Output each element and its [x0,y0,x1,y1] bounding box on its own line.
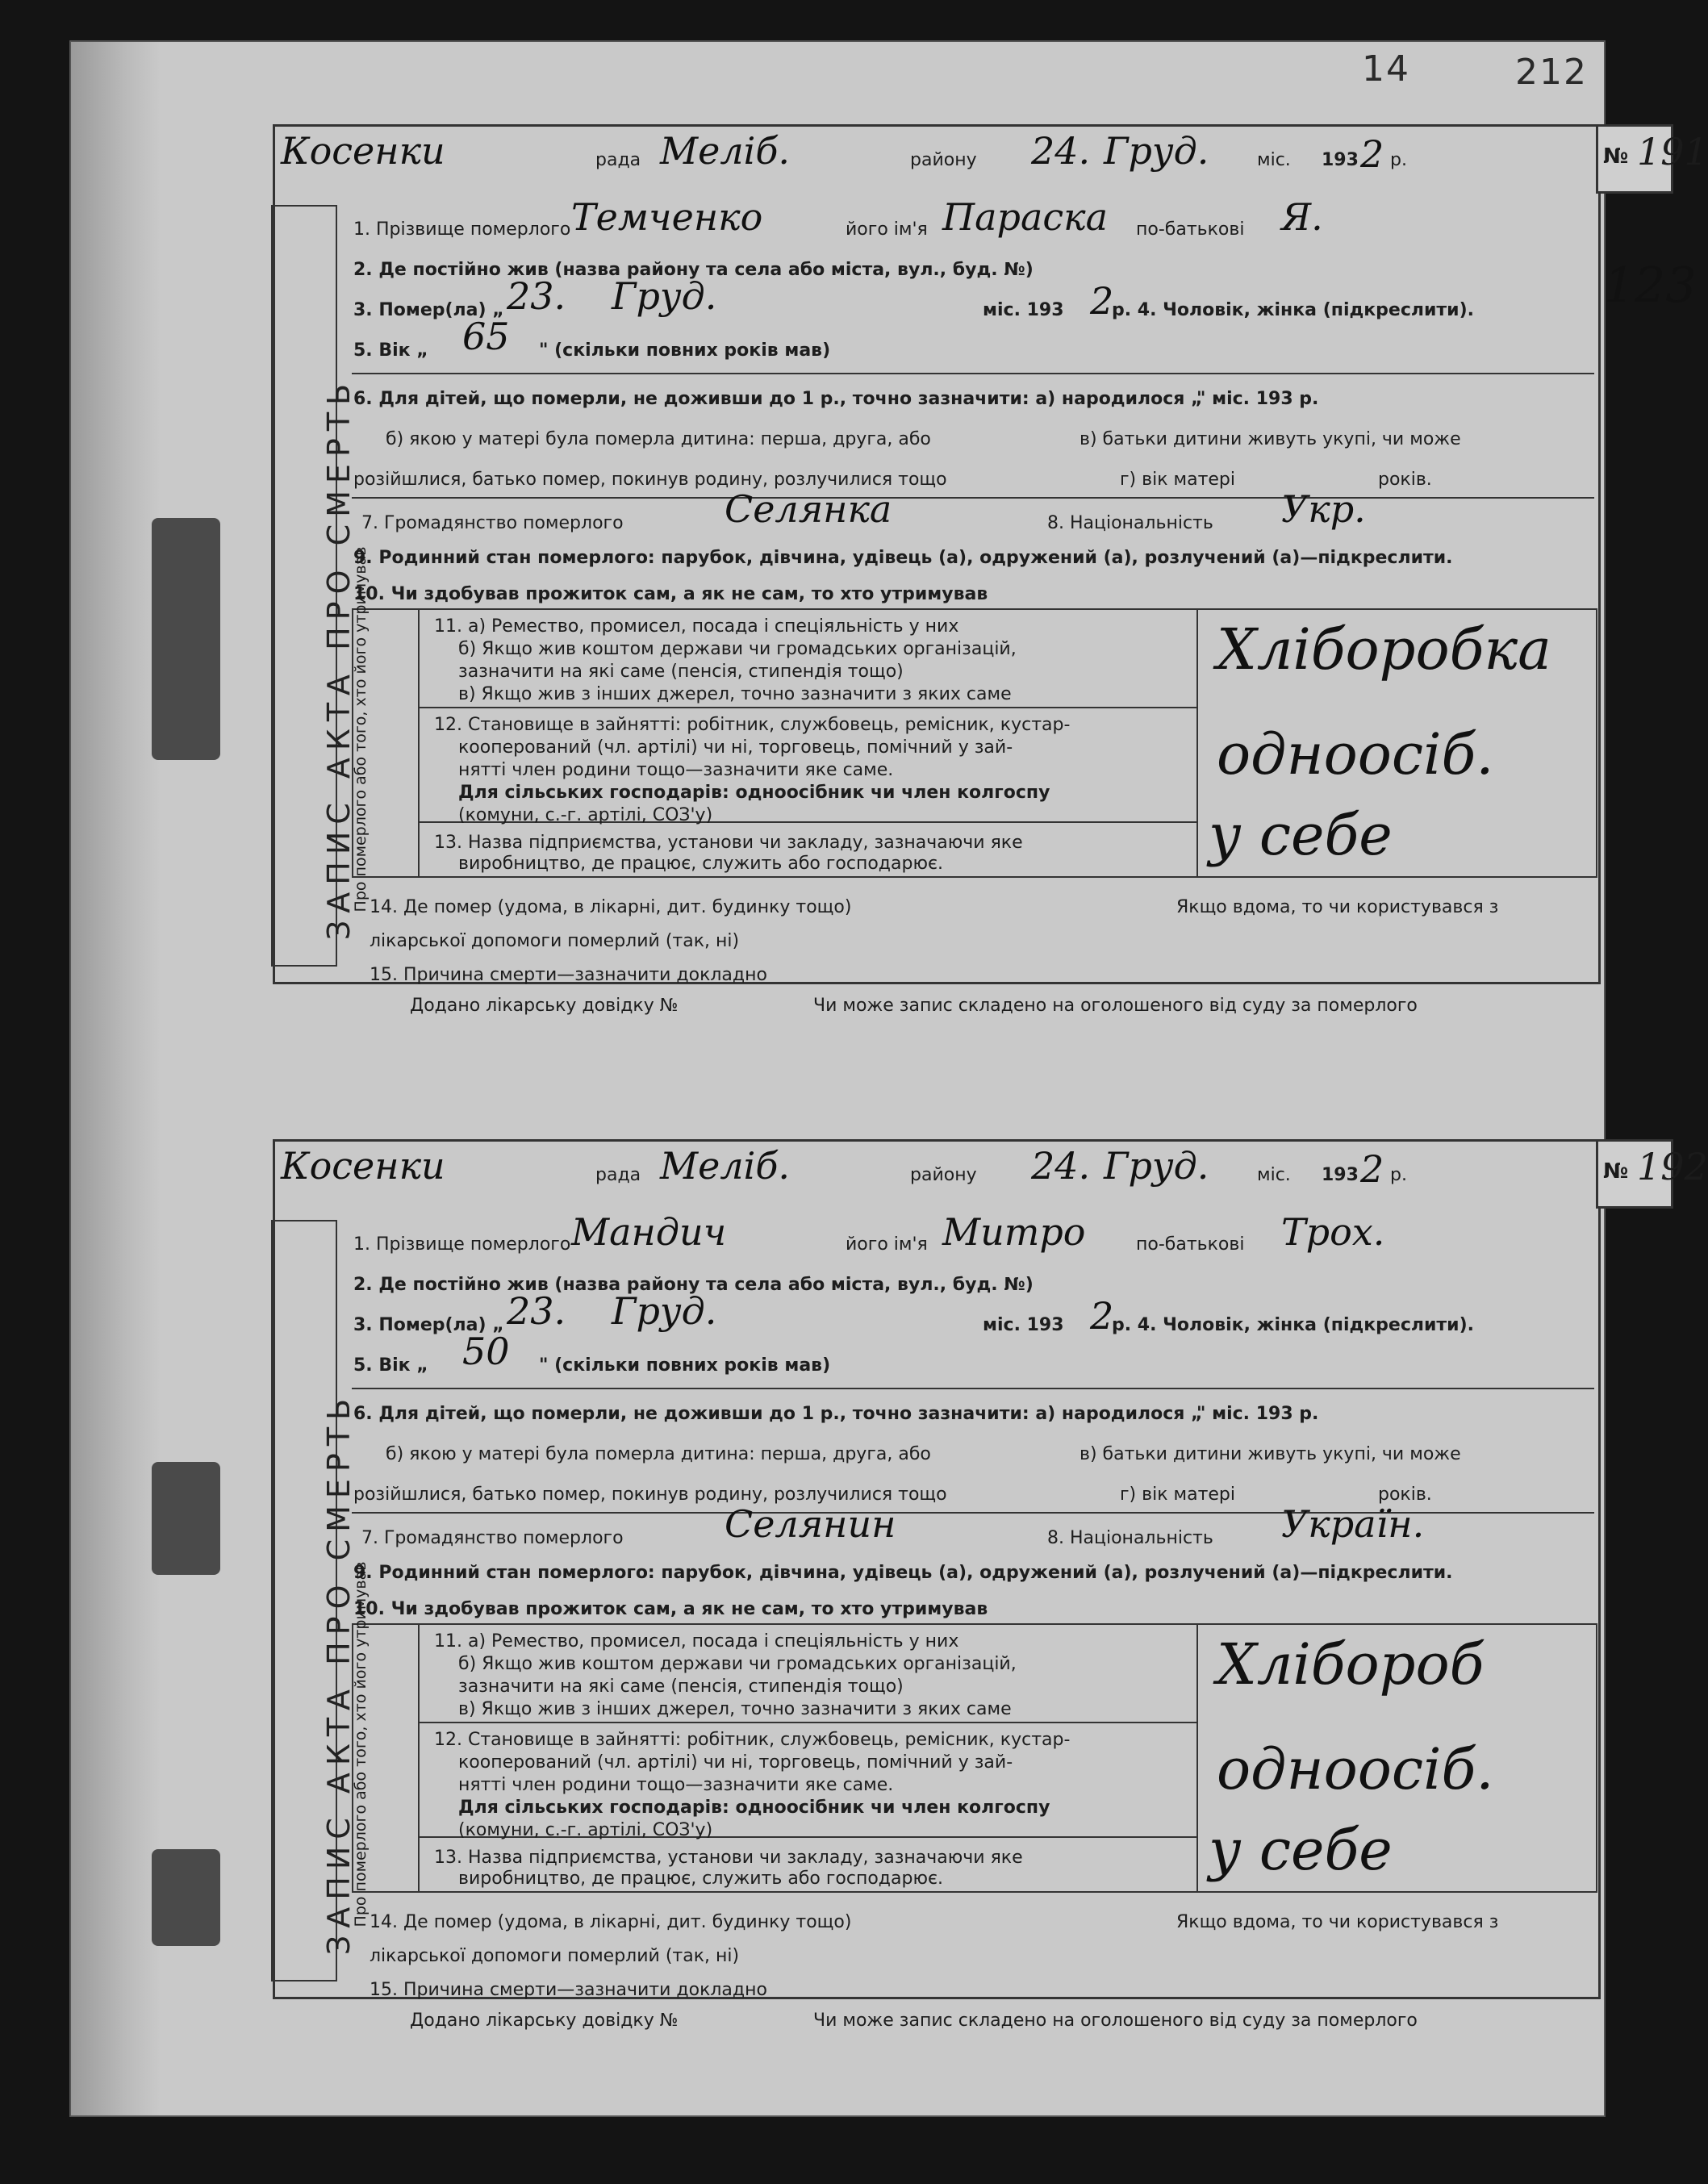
field-age-note: " (скільки повних років мав) [539,340,831,361]
first-name-value: Параска [942,195,1109,239]
death-year-digit: 2 [1090,279,1114,323]
field-surname-label: 1. Прізвище померлого [353,1234,571,1255]
field-years-label: років. [1378,470,1432,490]
field-surname-label: 1. Прізвище померлого [353,219,571,240]
field-sex-label: р. 4. Чоловік, жінка (підкреслити). [1112,300,1475,320]
rayon-label: району [910,150,977,170]
rada-label: рада [595,1165,641,1185]
age-value: 50 [462,1330,510,1373]
village-value: Косенки [281,129,445,173]
field-16: Додано лікарську довідку № [410,996,679,1016]
field-12c: нятті член родини тощо—зазначити яке саме. [458,1775,894,1795]
field-citizenship-label: 7. Громадянство померлого [361,1528,624,1548]
field-13a: 13. Назва підприємства, установи чи закладу, зазначаючи яке [434,833,1023,853]
year-digit: 2 [1360,132,1384,176]
field-mother-age-label: г) вік матері [1120,470,1235,490]
date-day: 24. [1031,129,1091,173]
rada-value: Меліб. [660,1144,791,1188]
field-child-born-label: 6. Для дітей, що померли, не доживши до 1 р., точно зазначити: а) народилося „ [353,389,1203,409]
nationality-value: Укр. [1281,487,1366,531]
about-deceased-label: Про померлого або того, хто його утримував [352,546,370,912]
divider [352,1388,1594,1389]
table-divider [418,610,420,876]
age-value: 65 [462,315,510,358]
field-age-label: 5. Вік „ [353,340,428,361]
death-day: 23. [507,1289,566,1333]
field-death-date-label: 3. Помер(ла) „ [353,300,504,320]
citizenship-value: Селянин [725,1502,896,1546]
field-14c: лікарської допомоги померлий (так, ні) [370,1946,740,1966]
nationality-value: Україн. [1281,1502,1425,1546]
field-11a: 11. а) Ремество, промисел, посада і спеціяльність у них [434,1631,959,1652]
field-child-order-label: б) якою у матері була померла дитина: перша, друга, або [386,1444,931,1464]
record-number-box [1596,124,1708,194]
death-record-2 [273,1115,1708,2031]
field-residence-label: 2. Де постійно жив (назва району та села або міста, вул., буд. №) [353,260,1034,280]
year-digit: 2 [1360,1147,1384,1191]
death-year-label: міс. 193 [983,300,1064,320]
field-name-label: його ім'я [846,1234,928,1255]
field-citizenship-label: 7. Громадянство померлого [361,513,624,533]
field-12e: (комуни, с.-г. артілі, СОЗ'у) [458,1820,713,1840]
divider [352,497,1594,499]
occupation-value: Хліборобка [1217,616,1551,683]
field-parents-split-label: розійшлися, батько помер, покинув родину, розлучилися тощо [353,1485,947,1505]
record-number: 192 [1637,1145,1708,1188]
death-month: Груд. [612,274,717,318]
field-residence-label: 2. Де постійно жив (назва району та села або міста, вул., буд. №) [353,1275,1034,1295]
field-mother-age-label: г) вік матері [1120,1485,1235,1505]
record-sidebar [271,1220,357,1981]
field-parents-label: в) батьки дитини живуть укупі, чи може [1080,1444,1461,1464]
surname-value: Темченко [571,195,763,239]
field-14a: 14. Де помер (удома, в лікарні, дит. будинку тощо) [370,1912,852,1932]
document-page [71,42,1708,2115]
field-12d: Для сільських господарів: одноосібник чи член колгоспу [458,783,1050,803]
mis-label: міс. [1257,1165,1291,1185]
field-years-label: років. [1378,1485,1432,1505]
table-divider [1196,1625,1198,1891]
patronymic-value: Трох. [1281,1210,1385,1254]
field-15: 15. Причина смерти—зазначити докладно [370,1980,767,2000]
field-12c: нятті член родини тощо—зазначити яке саме. [458,760,894,780]
page-edge-shadow [71,42,160,2115]
table-divider [418,1722,1196,1723]
field-14a: 14. Де помер (удома, в лікарні, дит. будинку тощо) [370,897,852,917]
record-sidebar [271,205,357,967]
field-15: 15. Причина смерти—зазначити докладно [370,965,767,985]
death-year-label: міс. 193 [983,1315,1064,1335]
field-parents-label: в) батьки дитини живуть укупі, чи може [1080,429,1461,449]
status-value: одноосіб. [1217,721,1494,787]
divider [352,373,1594,374]
field-child-born-month: " міс. 193 р. [1196,1404,1319,1424]
workplace-value: у себе [1209,1817,1393,1883]
field-11c: зазначити на які саме (пенсія, стипендія тощо) [458,662,904,682]
field-name-label: його ім'я [846,219,928,240]
death-month: Груд. [612,1289,717,1333]
field-12a: 12. Становище в зайнятті: робітник, службовець, ремісник, кустар- [434,715,1071,735]
torn-edge [152,1849,220,1946]
field-age-label: 5. Вік „ [353,1355,428,1376]
field-13b: виробництво, де працює, служить або господарює. [458,1869,944,1889]
field-16b: Чи може запис складено на оголошеного від суду за померлого [813,996,1418,1016]
year-prefix: 193 [1322,1165,1359,1185]
field-14c: лікарської допомоги померлий (так, ні) [370,931,740,951]
field-sex-label: р. 4. Чоловік, жінка (підкреслити). [1112,1315,1475,1335]
rik-label: р. [1390,150,1407,170]
rada-label: рада [595,150,641,170]
rada-value: Меліб. [660,129,791,173]
field-16: Додано лікарську довідку № [410,2011,679,2031]
mis-label: міс. [1257,150,1291,170]
field-death-date-label: 3. Помер(ла) „ [353,1315,504,1335]
occupation-value: Хлібороб [1217,1631,1485,1698]
village-value: Косенки [281,1144,445,1188]
field-support-label: 10. Чи здобував прожиток сам, а як не сам, то хто утримував [353,1599,988,1619]
sidebar-title: ЗАПИС АКТА ПРО СМЕРТЬ [321,1391,357,1956]
date-month: Груд. [1104,129,1209,173]
field-12e: (комуни, с.-г. артілі, СОЗ'у) [458,805,713,825]
record-number: 191 [1637,130,1708,173]
number-sign: № [1603,1159,1629,1184]
about-deceased-label: Про померлого або того, хто його утримував [352,1561,370,1927]
torn-edge [152,518,220,760]
rayon-label: району [910,1165,977,1185]
field-11b: б) Якщо жив коштом держави чи громадських організацій, [458,1654,1017,1674]
patronymic-value: Я. [1281,195,1323,239]
table-divider [1196,610,1198,876]
death-year-digit: 2 [1090,1294,1114,1338]
field-13b: виробництво, де працює, служить або господарює. [458,854,944,874]
field-parents-split-label: розійшлися, батько помер, покинув родину, розлучилися тощо [353,470,947,490]
field-16b: Чи може запис складено на оголошеного від суду за померлого [813,2011,1418,2031]
field-age-note: " (скільки повних років мав) [539,1355,831,1376]
field-patronymic-label: по-батькові [1136,1234,1245,1255]
field-nationality-label: 8. Національність [1047,513,1213,533]
death-record-1 [273,100,1708,1016]
date-month: Груд. [1104,1144,1209,1188]
field-child-order-label: б) якою у матері була померла дитина: перша, друга, або [386,429,931,449]
field-12b: кооперований (чл. артілі) чи ні, торговець, помічний у зай- [458,1752,1013,1773]
field-11d: в) Якщо жив з інших джерел, точно зазначити з яких саме [458,684,1012,704]
field-11d: в) Якщо жив з інших джерел, точно зазначити з яких саме [458,1699,1012,1719]
first-name-value: Митро [942,1210,1086,1254]
status-value: одноосіб. [1217,1736,1494,1802]
number-sign: № [1603,144,1629,169]
field-nationality-label: 8. Національність [1047,1528,1213,1548]
sidebar-title: ЗАПИС АКТА ПРО СМЕРТЬ [321,376,357,941]
date-day: 24. [1031,1144,1091,1188]
field-13a: 13. Назва підприємства, установи чи закладу, зазначаючи яке [434,1848,1023,1868]
field-child-born-label: 6. Для дітей, що померли, не доживши до 1 р., точно зазначити: а) народилося „ [353,1404,1203,1424]
page-number: 212 [1515,52,1588,93]
field-11b: б) Якщо жив коштом держави чи громадських організацій, [458,639,1017,659]
field-14b: Якщо вдома, то чи користувався з [1176,897,1499,917]
margin-number: 123 [1604,257,1697,314]
field-child-born-month: " міс. 193 р. [1196,389,1319,409]
table-divider [418,1625,420,1891]
field-11a: 11. а) Ремество, промисел, посада і спеціяльність у них [434,616,959,637]
field-14b: Якщо вдома, то чи користувався з [1176,1912,1499,1932]
record-number-box [1596,1139,1708,1209]
death-day: 23. [507,274,566,318]
field-marital-label: 9. Родинний стан померлого: парубок, дівчина, удівець (а), одружений (а), розлучений (а)—підкреслити. [353,548,1453,568]
torn-edge [152,1462,220,1575]
field-12a: 12. Становище в зайнятті: робітник, службовець, ремісник, кустар- [434,1730,1071,1750]
workplace-value: у себе [1209,802,1393,868]
year-prefix: 193 [1322,150,1359,170]
rik-label: р. [1390,1165,1407,1185]
field-marital-label: 9. Родинний стан померлого: парубок, дівчина, удівець (а), одружений (а), розлучений (а)—підкреслити. [353,1563,1453,1583]
field-11c: зазначити на які саме (пенсія, стипендія тощо) [458,1677,904,1697]
field-patronymic-label: по-батькові [1136,219,1245,240]
citizenship-value: Селянка [725,487,892,531]
field-support-label: 10. Чи здобував прожиток сам, а як не сам, то хто утримував [353,584,988,604]
surname-value: Мандич [571,1210,727,1254]
field-12b: кооперований (чл. артілі) чи ні, торговець, помічний у зай- [458,737,1013,758]
table-divider [418,707,1196,708]
sheet-number: 14 [1362,48,1410,90]
field-12d: Для сільських господарів: одноосібник чи член колгоспу [458,1798,1050,1818]
